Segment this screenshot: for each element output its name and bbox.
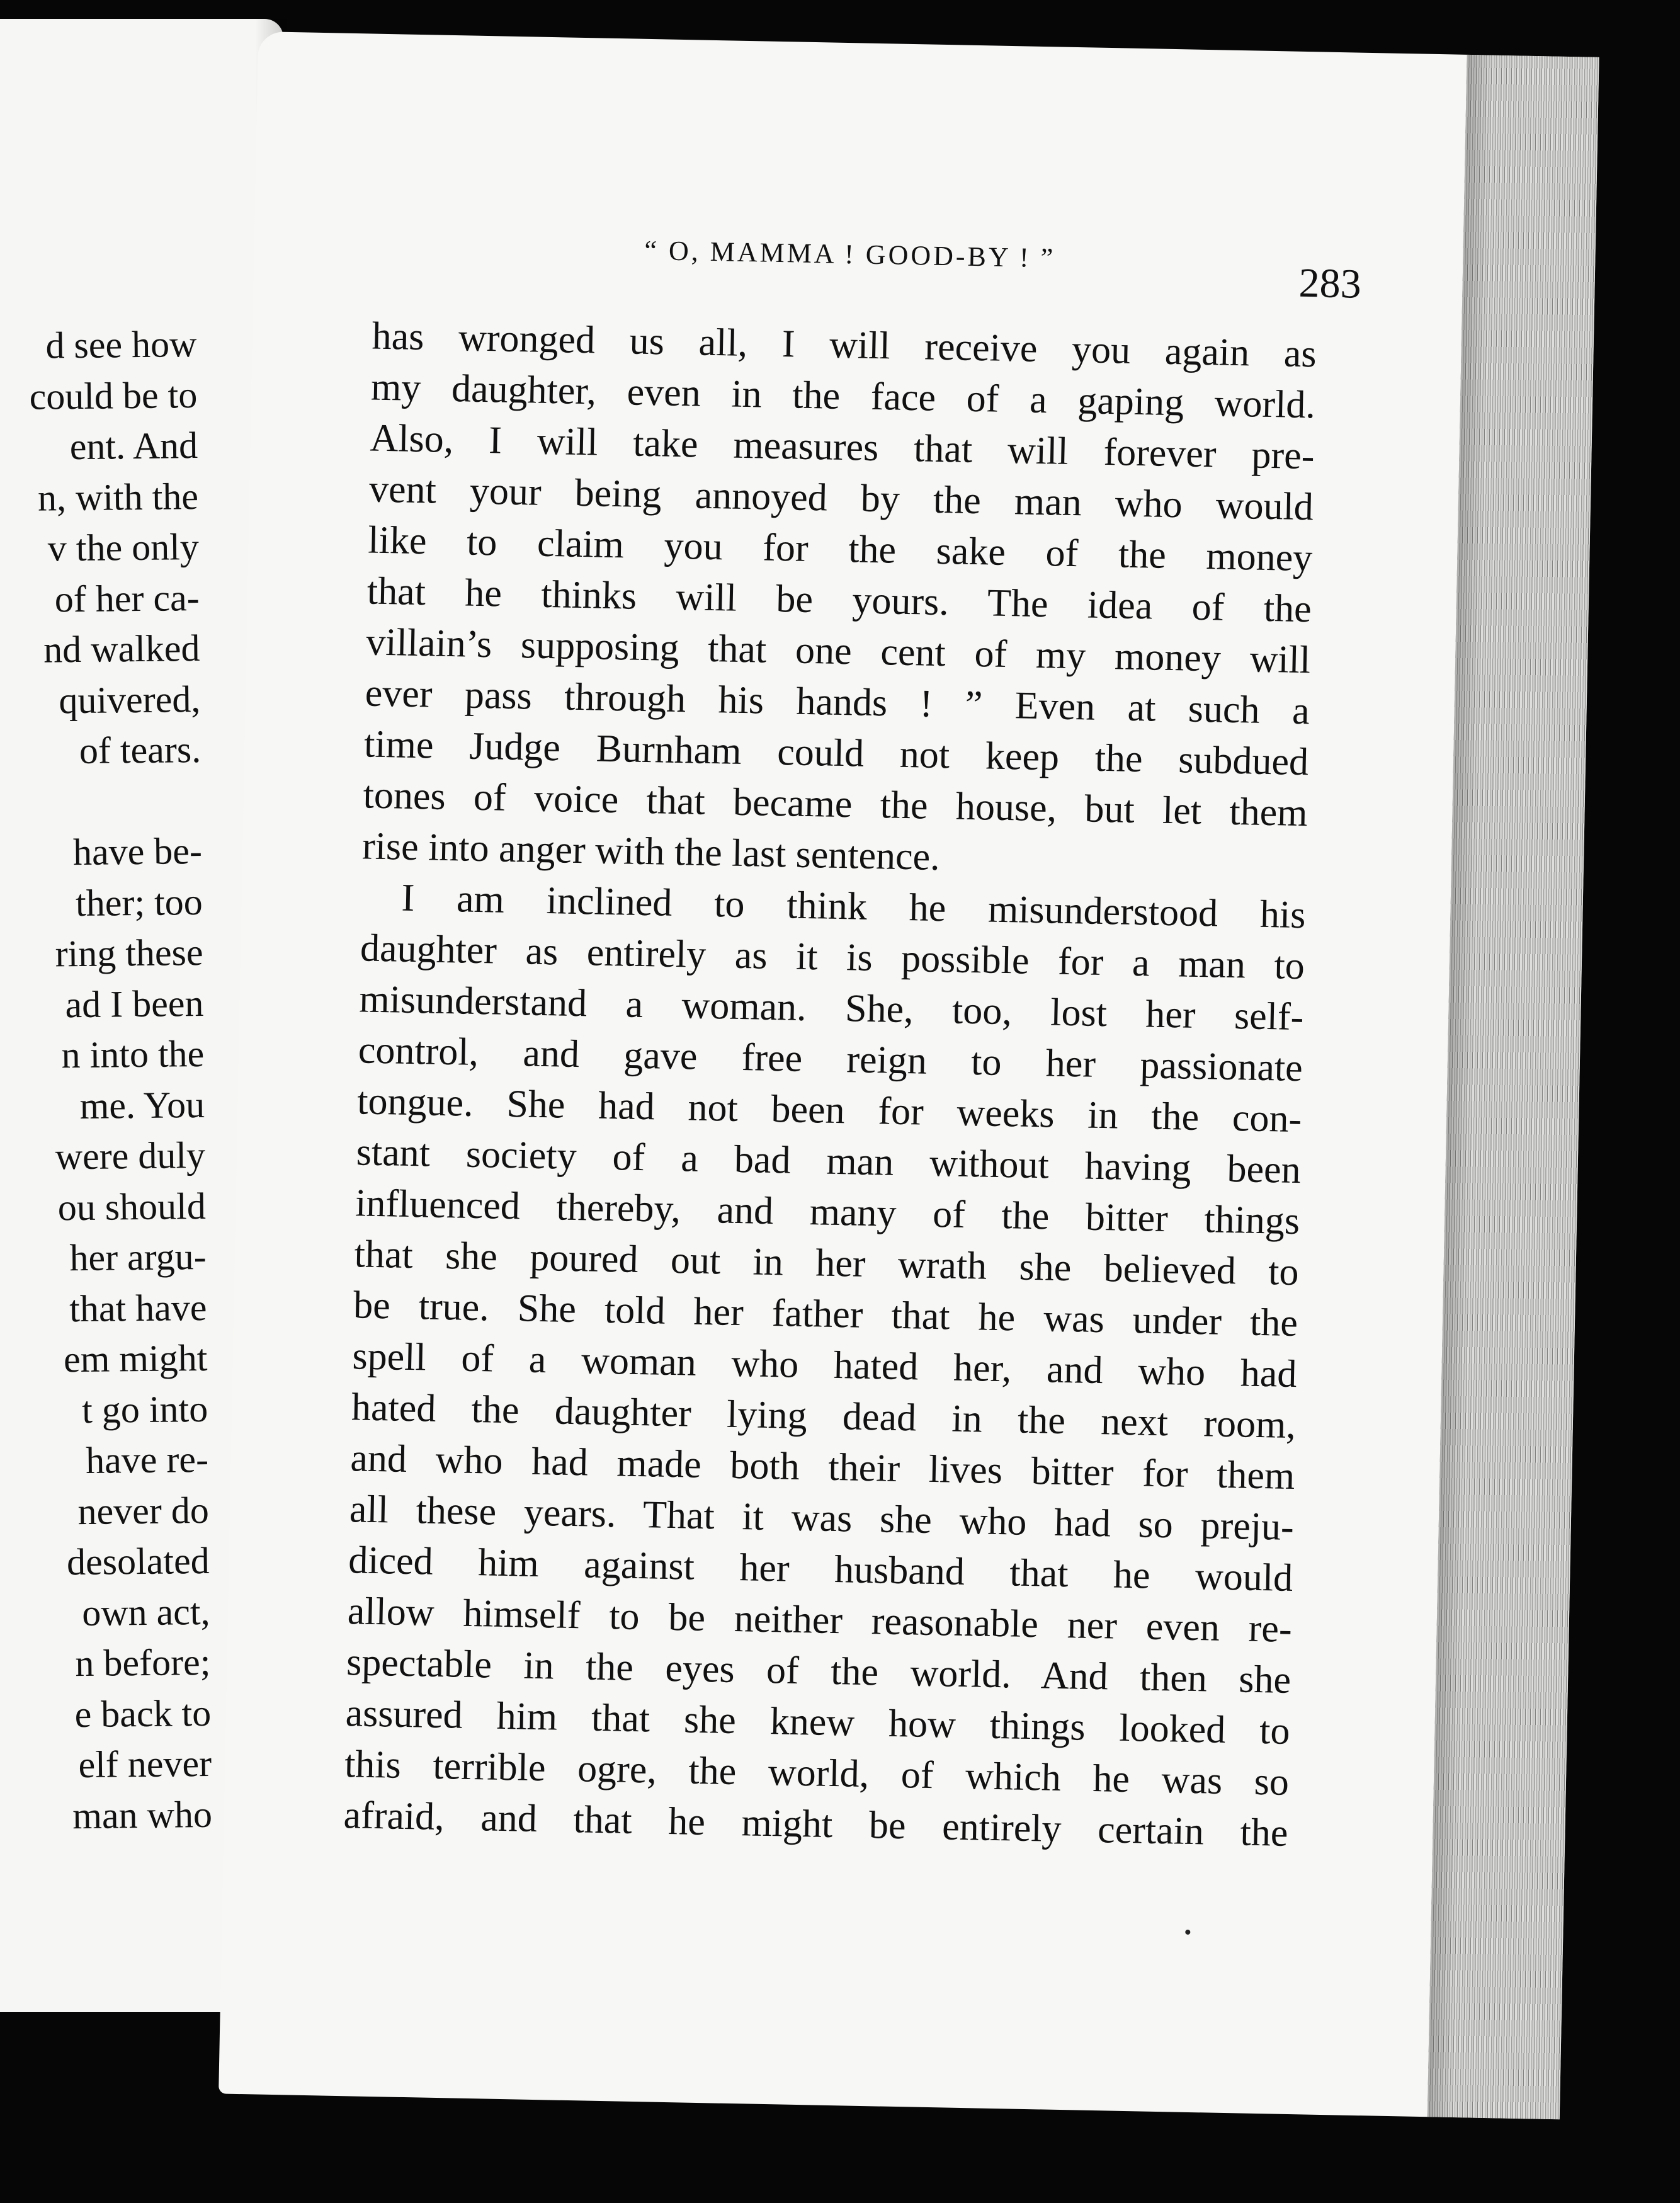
running-head: “ O, MAMMA ! GOOD-BY ! ” (644, 234, 1056, 274)
left-line: have be- (72, 829, 203, 874)
left-line: own act, (81, 1590, 210, 1634)
left-line: were duly (55, 1134, 206, 1178)
text-line: vent your being annoyed by the man who would (368, 467, 1314, 529)
left-line: of tears. (79, 728, 201, 771)
left-line: d see how (45, 322, 197, 367)
text-line: daughter as entirely as it is possible for a man to (360, 926, 1305, 988)
text-line: villain’s supposing that one cent of my money will (365, 620, 1311, 682)
left-line: n before; (75, 1641, 211, 1685)
page-body-text (343, 311, 1317, 1859)
left-line: have re- (85, 1438, 209, 1481)
left-line: desolated (66, 1539, 210, 1583)
page-number: 283 (1298, 259, 1362, 307)
left-line: nd walked (43, 627, 200, 671)
text-line: like to claim you for the sake of the money (367, 518, 1313, 580)
text-line: my daughter, even in the face of a gaping world. (370, 365, 1316, 427)
dust-speck (1185, 1930, 1190, 1935)
left-line: t go into (81, 1387, 208, 1431)
text-line: control, and gave free reign to her passionate (358, 1028, 1303, 1090)
text-line: tongue. She had not been for weeks in the con- (356, 1079, 1302, 1141)
text-line: that she poured out in her wrath she believed to (354, 1232, 1300, 1294)
text-line: spectable in the eyes of the world. And then she (346, 1641, 1291, 1702)
text-line: spell of a woman who hated her, and who had (351, 1335, 1298, 1396)
text-line: stant society of a bad man without having been (356, 1130, 1302, 1192)
text-line: hated the daughter lying dead in the next room, (351, 1386, 1297, 1447)
text-line: all these years. That it was she who had so preju- (349, 1488, 1295, 1549)
left-line: that have (69, 1286, 207, 1329)
left-line: ad I been (65, 982, 204, 1025)
left-line: quivered, (59, 678, 201, 721)
text-line: that he thinks will be yours. The idea of the (366, 569, 1312, 631)
text-line: ever pass through his hands ! ” Even at such a (365, 671, 1310, 733)
text-line: time Judge Burnham could not keep the subdued (363, 722, 1309, 784)
text-line: misunderstand a woman. She, too, lost her self- (358, 977, 1304, 1039)
left-line: man who (72, 1793, 213, 1836)
page-edges (1427, 55, 1599, 2119)
left-line: could be to (29, 373, 198, 418)
left-line: n into the (61, 1032, 205, 1076)
text-line: influenced thereby, and many of the bitter things (355, 1181, 1300, 1243)
left-line: ring these (55, 931, 203, 975)
text-line: this terrible ogre, the world, of which he was so (344, 1743, 1290, 1804)
text-line: rise into anger with the last sentence. (361, 824, 941, 879)
text-line: afraid, and that he might be entirely certain the (343, 1794, 1289, 1855)
text-line: has wronged us all, I will receive you again as (372, 314, 1317, 376)
text-line: be true. She told her father that he was under the (353, 1284, 1298, 1345)
left-line: never do (77, 1489, 210, 1532)
left-line: ent. And (69, 424, 198, 468)
left-line: n, with the (37, 475, 199, 519)
left-line: v the only (47, 525, 200, 569)
left-line: of her ca- (54, 576, 200, 620)
text-line: diced him against her husband that he would (348, 1539, 1293, 1600)
left-page-text (0, 319, 212, 1846)
left-line: em might (63, 1336, 208, 1380)
left-line: elf never (78, 1742, 212, 1786)
text-line: assured him that she knew how things looked to (345, 1692, 1291, 1753)
text-line: Also, I will take measures that will forever pre- (369, 416, 1315, 478)
left-line: me. You (79, 1083, 205, 1127)
left-line: her argu- (69, 1235, 207, 1279)
right-page (219, 31, 1599, 2119)
text-line: I am inclined to think he misunderstood his (400, 876, 1307, 937)
left-line: ther; too (75, 880, 203, 924)
paragraph-gap (0, 775, 201, 832)
left-line: e back to (74, 1692, 212, 1735)
text-line: tones of voice that became the house, but let them (363, 773, 1308, 835)
left-line: ou should (57, 1185, 207, 1228)
text-line: allow himself to be neither reasonable ner even re- (347, 1590, 1293, 1651)
text-line: and who had made both their lives bitter for them (349, 1437, 1295, 1498)
